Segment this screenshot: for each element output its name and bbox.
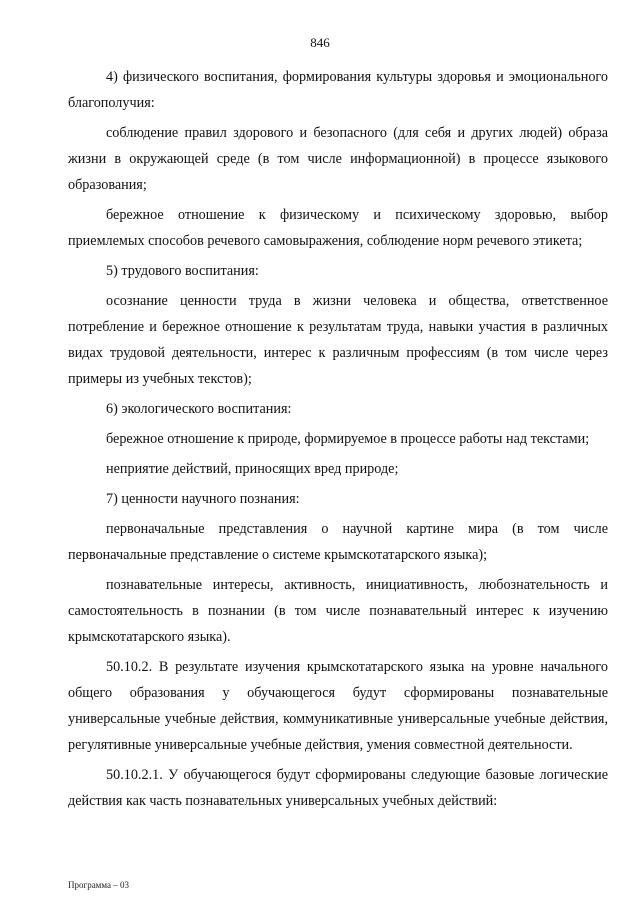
paragraph-section-50-10-2-1: 50.10.2.1. У обучающегося будут сформированы следующие базовые логические действия как часть познавательных универсальных учебных действий:	[68, 767, 608, 809]
paragraph-healthy-lifestyle: соблюдение правил здорового и безопасного (для себя и других людей) образа жизни в окружающей среде (в том числе информационной) в процессе языкового образования;	[68, 125, 608, 193]
paragraph-health-care: бережное отношение к физическому и психическому здоровью, выбор приемлемых способов речевого самовыражения, соблюдение норм речевого этикета;	[68, 207, 608, 249]
paragraph-world-picture: первоначальные представления о научной картине мира (в том числе первоначальные представление о системе крымскотатарского языка);	[68, 521, 608, 563]
paragraph-nature-care: бережное отношение к природе, формируемое в процессе работы над текстами;	[106, 431, 590, 447]
paragraph-labor-education: 5) трудового воспитания:	[106, 263, 259, 279]
paragraph-nature-harm: неприятие действий, приносящих вред природе;	[106, 461, 399, 477]
paragraph-ecological-education: 6) экологического воспитания:	[106, 401, 292, 417]
document-body	[68, 64, 608, 818]
paragraph-cognitive-interests: познавательные интересы, активность, инициативность, любознательность и самостоятельность в познании (в том числе познавательный интерес к изучению крымскотатарского языка).	[68, 577, 608, 645]
paragraph-physical-education: 4) физического воспитания, формирования культуры здоровья и эмоционального благополучия:	[68, 69, 608, 111]
paragraph-scientific-knowledge: 7) ценности научного познания:	[106, 491, 300, 507]
paragraph-labor-value: осознание ценности труда в жизни человека и общества, ответственное потребление и бережное отношение к результатам труда, навыки участия в различных видах трудовой деятельности, интерес к различным профессиям (в том числе через примеры из учебных текстов);	[68, 293, 608, 387]
footer-program-label: Программа – 03	[68, 880, 130, 890]
page-number: 846	[310, 35, 330, 50]
paragraph-section-50-10-2: 50.10.2. В результате изучения крымскотатарского языка на уровне начального общего образования у обучающегося будут сформированы познавательные универсальные учебные действия, коммуникативные универсальные учебные действия, регулятивные универсальные учебные действия, умения совместной деятельности.	[68, 659, 608, 753]
